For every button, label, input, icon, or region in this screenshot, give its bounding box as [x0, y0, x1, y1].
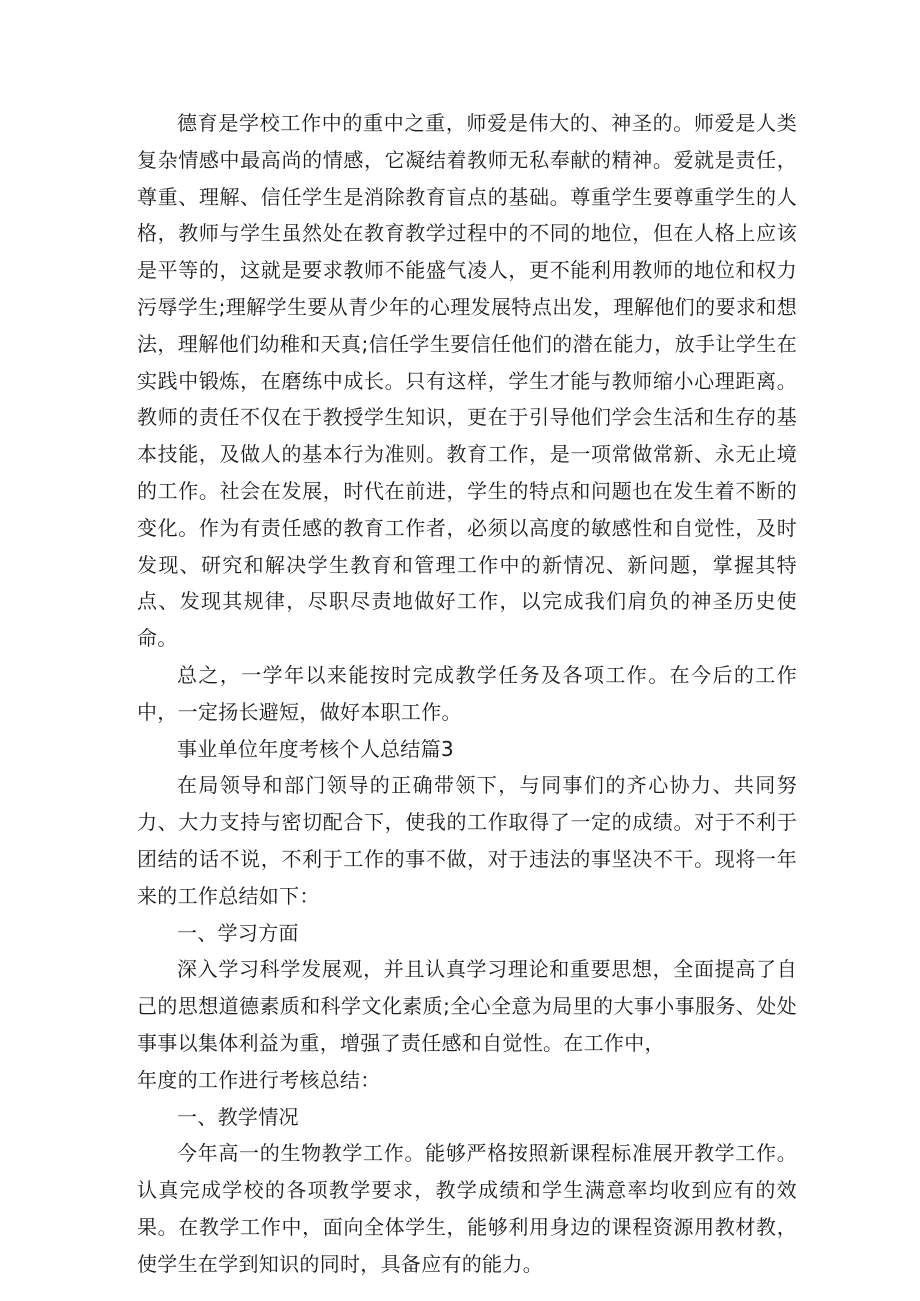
paragraph-conclusion: 总之，一学年以来能按时完成教学任务及各项工作。在今后的工作中，一定扬长避短，做好本职工作。 — [137, 662, 797, 724]
paragraph-annual-review: 年度的工作进行考核总结： — [137, 1067, 381, 1092]
paragraph-introduction: 在局领导和部门领导的正确带领下，与同事们的齐心协力、共同努力、大力支持与密切配合下，使我的工作取得了一定的成绩。对于不利于团结的话不说，不利于工作的事不做，对于违法的事坚决不干。现将一年来的工作总结如下： — [137, 773, 797, 908]
section-title: 事业单位年度考核个人总结篇3 — [177, 736, 454, 761]
heading-study: 一、学习方面 — [177, 920, 299, 945]
paragraph-teaching: 今年高一的生物教学工作。能够严格按照新课程标准展开教学工作。认真完成学校的各项教学要求，教学成绩和学生满意率均收到应有的效果。在教学工作中，面向全体学生，能够利用身边的课程资源用教材教，使学生在学到知识的同时，具备应有的能力。 — [137, 1141, 797, 1276]
document-body — [137, 105, 797, 1283]
paragraph-study: 深入学习科学发展观，并且认真学习理论和重要思想，全面提高了自己的思想道德素质和科学文化素质;全心全意为局里的大事小事服务、处处事事以集体利益为重，增强了责任感和自觉性。在工作中， — [137, 957, 797, 1055]
heading-teaching: 一、教学情况 — [177, 1104, 299, 1129]
paragraph-moral-education: 德育是学校工作中的重中之重，师爱是伟大的、神圣的。师爱是人类复杂情感中最高尚的情感，它凝结着教师无私奉献的精神。爱就是责任，尊重、理解、信任学生是消除教育盲点的基础。尊重学生要尊重学生的人格，教师与学生虽然处在教育教学过程中的不同的地位，但在人格上应该是平等的，这就是要求教师不能盛气凌人，更不能利用教师的地位和权力污辱学生;理解学生要从青少年的心理发展特点出发，理解他们的要求和想法，理解他们幼稚和天真;信任学生要信任他们的潜在能力，放手让学生在实践中锻炼，在磨练中成长。只有这样，学生才能与教师缩小心理距离。教师的责任不仅在于教授学生知识，更在于引导他们学会生活和生存的基本技能，及做人的基本行为准则。教育工作，是一项常做常新、永无止境的工作。社会在发展，时代在前进，学生的特点和问题也在发生着不断的变化。作为有责任感的教育工作者，必须以高度的敏感性和自觉性，及时发现、研究和解决学生教育和管理工作中的新情况、新问题，掌握其特点、发现其规律，尽职尽责地做好工作，以完成我们肩负的神圣历史使命。 — [137, 111, 797, 651]
